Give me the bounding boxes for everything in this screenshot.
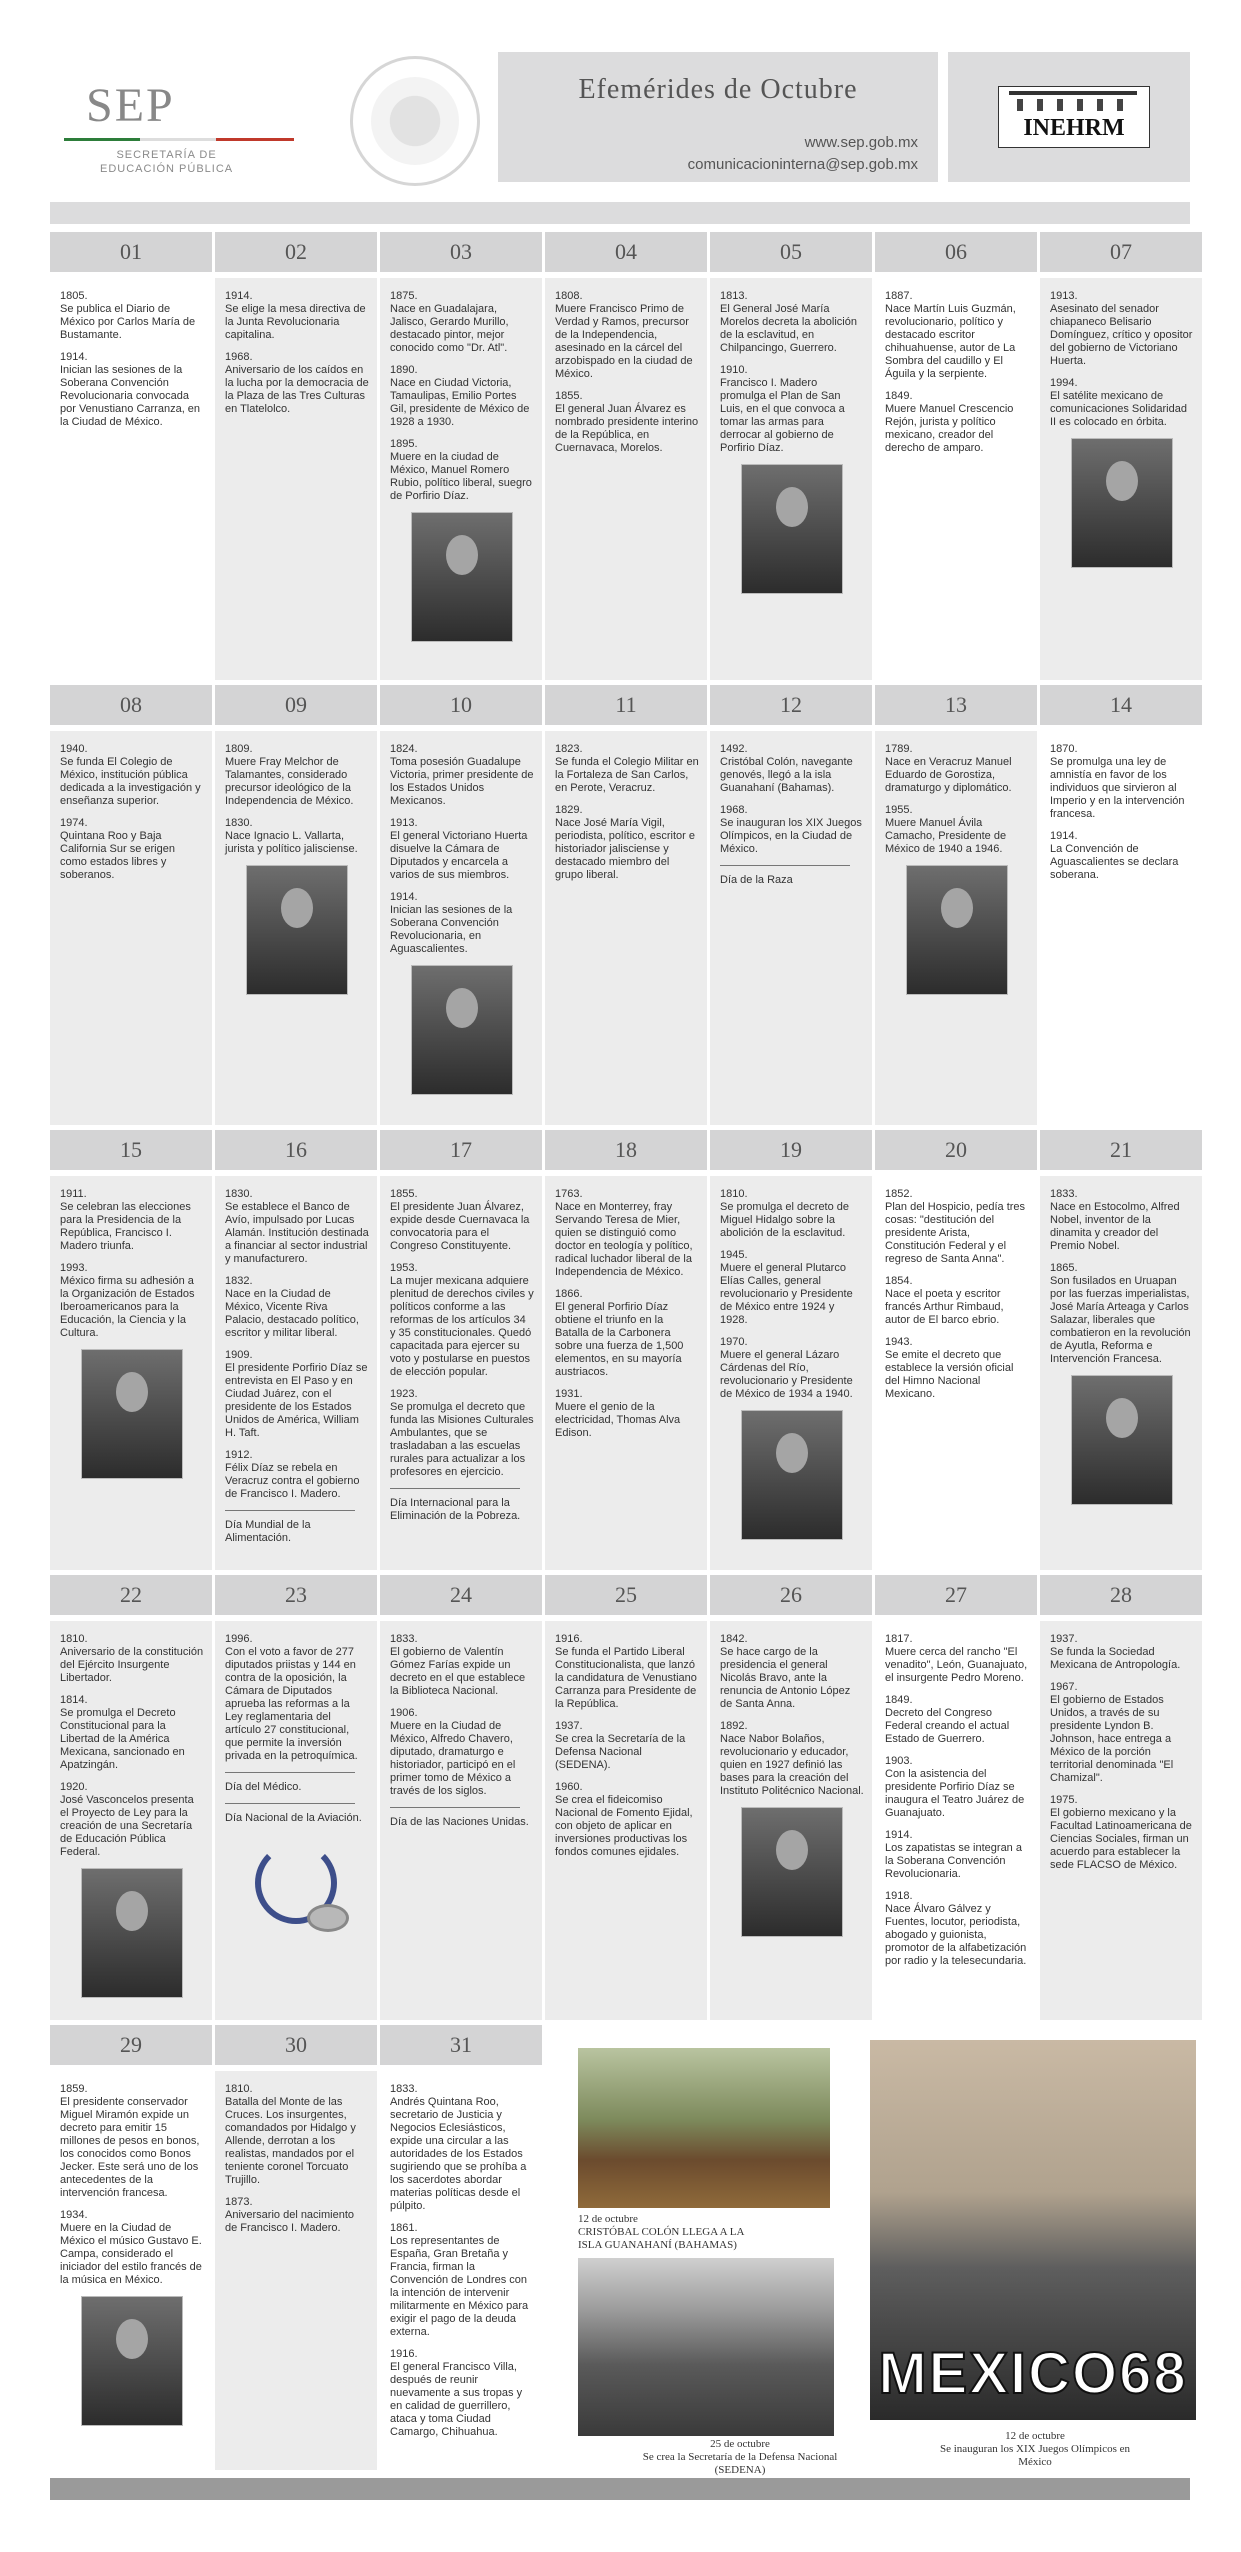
colon-painting-image: [578, 2048, 830, 2208]
day-entry: 1914. Inician las sesiones de la Soberana Convención Revolucionaria, en Aguascalientes.: [390, 891, 513, 955]
day-entry: 1916. El general Francisco Villa, después de reunir nuevamente a sus tropas y en calidad de guerrillero, ataca y toma Ciudad Camargo, Chihuahua.: [390, 2348, 523, 2438]
day-entry: 1968. Aniversario de los caídos en la lucha por la democracia de la Plaza de las Tres Culturas en Tlatelolco.: [225, 351, 369, 415]
day-entry: 1890. Nace en Ciudad Victoria, Tamaulipas, Emilio Portes Gil, presidente de México de 1928 a 1930.: [390, 364, 530, 428]
day-entry: 1937. Se funda la Sociedad Mexicana de Antropología.: [1050, 1633, 1181, 1671]
day-number: 19: [710, 1130, 872, 1170]
day-body: [710, 731, 872, 1125]
day-entry: 1945. Muere el general Plutarco Elías Calles, general revolucionario y Presidente de México entre 1924 y 1928.: [720, 1249, 853, 1326]
page-header: [50, 52, 1190, 192]
day-body: [380, 731, 542, 1125]
day-body: [1040, 278, 1202, 680]
day-body: [545, 278, 707, 680]
sedena-vehicles-image: [578, 2258, 834, 2436]
national-seal-icon: [350, 56, 480, 186]
day-cell-03: [380, 232, 542, 680]
day-entry: 1994. El satélite mexicano de comunicaciones Solidaridad II es colocado en órbita.: [1050, 377, 1187, 428]
day-entry: 1914. La Convención de Aguascalientes se declara soberana.: [1050, 830, 1179, 881]
sep-logo: [50, 52, 320, 192]
portrait-photo: [81, 1349, 183, 1479]
day-body: [215, 278, 377, 680]
day-entry: 1810. Aniversario de la constitución del Ejército Insurgente Libertador.: [60, 1633, 204, 1684]
website-link[interactable]: www.sep.gob.mx: [804, 134, 918, 151]
portrait-photo: [1071, 438, 1173, 568]
day-entry: 1809. Muere Fray Melchor de Talamantes, considerado precursor ideológico de la Independencia de México.: [225, 743, 354, 807]
day-number: 16: [215, 1130, 377, 1170]
note-divider: [720, 865, 850, 866]
day-number: 29: [50, 2025, 212, 2065]
day-entry: 1859. El presidente conservador Miguel Miramón expide un decreto para emitir 15 millones de pesos en bonos, los conocidos como Bonos Jecker. Este será uno de los antecedentes de la intervención francesa.: [60, 2083, 200, 2199]
note-divider: [390, 1488, 520, 1489]
day-cell-25: [545, 1575, 707, 2020]
day-cell-20: [875, 1130, 1037, 1570]
day-number: 09: [215, 685, 377, 725]
day-number: 13: [875, 685, 1037, 725]
email-link[interactable]: comunicacioninterna@sep.gob.mx: [687, 156, 918, 173]
day-cell-08: [50, 685, 212, 1125]
day-entry: 1916. Se funda el Partido Liberal Constitucionalista, que lanzó la candidatura de Venustiano Carranza para Presidente de la República.: [555, 1633, 697, 1710]
day-entry: 1873. Aniversario del nacimiento de Francisco I. Madero.: [225, 2196, 355, 2234]
day-cell-22: [50, 1575, 212, 2020]
day-cell-01: [50, 232, 212, 680]
portrait-photo: [81, 1868, 183, 1998]
day-body: [380, 2071, 542, 2470]
day-entry: 1910. Francisco I. Madero promulga el Plan de San Luis, en el que convoca a tomar las armas para derrocar al gobierno de Porfirio Díaz.: [720, 364, 845, 454]
day-cell-19: [710, 1130, 872, 1570]
day-number: 27: [875, 1575, 1037, 1615]
olympic-caption-text: Se inauguran los XIX Juegos Olímpicos en México: [939, 2443, 1131, 2468]
day-entry: 1814. Se promulga el Decreto Constitucional para la Libertad de la América Mexicana, sancionado en Apatzingán.: [60, 1694, 185, 1771]
day-body: [545, 1621, 707, 2020]
day-cell-10: [380, 685, 542, 1125]
day-number: 28: [1040, 1575, 1202, 1615]
day-cell-18: [545, 1130, 707, 1570]
day-entry: 1909. El presidente Porfirio Díaz se entrevista en El Paso y en Ciudad Juárez, con el presidente de los Estados Unidos de América, William H. Taft.: [225, 1349, 368, 1439]
day-entry: 1975. El gobierno mexicano y la Facultad Latinoamericana de Ciencias Sociales, firman un acuerdo para establecer la sede FLACSO de México.: [1050, 1794, 1192, 1871]
day-entry: 1914. Inician las sesiones de la Soberana Convención Revolucionaria convocada por Venustiano Carranza, en la Ciudad de México.: [60, 351, 201, 428]
inehrm-wordmark: INEHRM: [1023, 115, 1125, 141]
day-number: 03: [380, 232, 542, 272]
day-number: 10: [380, 685, 542, 725]
day-body: [215, 2071, 377, 2470]
day-entry: 1940. Se funda El Colegio de México, institución pública dedicada a la investigación y enseñanza superior.: [60, 743, 201, 807]
day-entry: 1866. El general Porfirio Díaz obtiene el triunfo en la Batalla de la Carbonera sobre una fuerza de 1,500 elementos, en su mayoría austriacos.: [555, 1288, 684, 1378]
sedena-caption-text: Se crea la Secretaría de la Defensa Nacional (SEDENA): [642, 2451, 838, 2476]
day-note: Día de la Raza: [720, 874, 793, 886]
olympic-caption: [930, 2430, 1140, 2469]
day-entry: 1865. Son fusilados en Uruapan por las fuerzas imperialistas, José María Arteaga y Carlos Salazar, liberales que combatieron en la revolución de Ayutla, Reforma e Intervención Francesa.: [1050, 1262, 1191, 1365]
day-entry: 1808. Muere Francisco Primo de Verdad y Ramos, precursor de la Independencia, asesinado en la cárcel del arzobispado en la ciudad de México.: [555, 290, 693, 380]
day-entry: 1833. Andrés Quintana Roo, secretario de Justicia y Negocios Eclesiásticos, expide una circular a las autoridades de los Estados sugiriendo que se prohíba a los sacerdotes abordar materias políticas desde el púlpito.: [390, 2083, 527, 2212]
day-entry: 1970. Muere el general Lázaro Cárdenas del Río, revolucionario y Presidente de México de 1934 a 1940.: [720, 1336, 853, 1400]
day-body: [545, 731, 707, 1125]
day-cell-15: [50, 1130, 212, 1570]
day-body: [710, 278, 872, 680]
day-entry: 1943. Se emite el decreto que establece la versión oficial del Himno Nacional Mexicano.: [885, 1336, 1014, 1400]
day-number: 08: [50, 685, 212, 725]
day-body: [215, 1176, 377, 1570]
portrait-photo: [411, 965, 513, 1095]
day-body: [1040, 1176, 1202, 1570]
day-cell-04: [545, 232, 707, 680]
day-entry: 1813. El General José María Morelos decreta la abolición de la esclavitud, en Chilpancingo, Guerrero.: [720, 290, 857, 354]
day-body: [875, 1621, 1037, 2020]
note-divider: [390, 1807, 520, 1808]
day-body: [215, 1621, 377, 2020]
day-cell-11: [545, 685, 707, 1125]
stethoscope-icon: [237, 1834, 357, 1944]
day-entry: 1854. Nace el poeta y escritor francés Arthur Rimbaud, autor de El barco ebrio.: [885, 1275, 1004, 1326]
day-entry: 1923. Se promulga el decreto que funda las Misiones Culturales Ambulantes, que se trasladaban a las escuelas rurales para actualizar a los profesores en ejercicio.: [390, 1388, 534, 1478]
day-note: Día Mundial de la Alimentación.: [225, 1519, 311, 1544]
inehrm-logo-panel: [948, 52, 1190, 182]
day-entry: 1918. Nace Álvaro Gálvez y Fuentes, locutor, periodista, abogado y guionista, promotor de la alfabetización por radio y la telesecundaria.: [885, 1890, 1027, 1967]
day-cell-05: [710, 232, 872, 680]
day-entry: 1810. Batalla del Monte de las Cruces. Los insurgentes, comandados por Hidalgo y Allende, derrotan a los realistas, mandados por el teniente coronel Torcuato Trujillo.: [225, 2083, 356, 2186]
bottom-divider-bar: [50, 2478, 1190, 2500]
day-cell-14: [1040, 685, 1202, 1125]
day-entry: 1849. Decreto del Congreso Federal creando el actual Estado de Guerrero.: [885, 1694, 1010, 1745]
portrait-photo: [741, 1410, 843, 1540]
day-entry: 1824. Toma posesión Guadalupe Victoria, primer presidente de los Estados Unidos Mexicanos.: [390, 743, 534, 807]
day-entry: 1492. Cristóbal Colón, navegante genovés, llegó a la isla Guanahaní (Bahamas).: [720, 743, 853, 794]
day-number: 07: [1040, 232, 1202, 272]
day-cell-29: [50, 2025, 212, 2470]
day-entry: 1870. Se promulga una ley de amnistía en favor de los individuos que sirvieron al Imperio y en la intervención francesa.: [1050, 743, 1185, 820]
day-entry: 1842. Se hace cargo de la presidencia el general Nicolás Bravo, ante la renuncia de Antonio López de Santa Anna.: [720, 1633, 851, 1710]
day-entry: 1967. El gobierno de Estados Unidos, a través de su presidente Lyndon B. Johnson, hace entrega a México de la porción territorial denominada "El Chamizal".: [1050, 1681, 1174, 1784]
day-entry: 1914. Se elige la mesa directiva de la Junta Revolucionaria capitalina.: [225, 290, 366, 341]
day-entry: 1920. José Vasconcelos presenta el Proyecto de Ley para la creación de una Secretaría de Educación Pública Federal.: [60, 1781, 194, 1858]
day-cell-23: [215, 1575, 377, 2020]
day-entry: 1833. Nace en Estocolmo, Alfred Nobel, inventor de la dinamita y creador del Premio Nobel.: [1050, 1188, 1180, 1252]
day-entry: 1914. Los zapatistas se integran a la Soberana Convención Revolucionaria.: [885, 1829, 1022, 1880]
day-number: 22: [50, 1575, 212, 1615]
day-entry: 1953. La mujer mexicana adquiere plenitud de derechos civiles y políticos conforme a las reformas de los artículos 34 y 35 constitucionales. Quedó capacitada para ejercer su voto y postularse en puestos de elección popular.: [390, 1262, 534, 1378]
day-entry: 1849. Muere Manuel Crescencio Rejón, jurista y político mexicano, creador del derecho de amparo.: [885, 390, 1014, 454]
day-entry: 1996. Con el voto a favor de 277 diputados priistas y 144 en contra de la oposición, la Cámara de Diputados aprueba las reformas a la Ley reglamentaria del artículo 27 constitucional, que permite la inversión privada en la petroquímica.: [225, 1633, 358, 1762]
day-number: 25: [545, 1575, 707, 1615]
day-body: [50, 731, 212, 1125]
day-body: [710, 1176, 872, 1570]
day-cell-12: [710, 685, 872, 1125]
day-entry: 1903. Con la asistencia del presidente Porfirio Díaz se inaugura el Teatro Juárez de Guanajuato.: [885, 1755, 1025, 1819]
sep-subtitle-line-1: SECRETARÍA DE: [116, 149, 217, 161]
olympic-caption-date: 12 de octubre: [1005, 2430, 1065, 2442]
day-cell-16: [215, 1130, 377, 1570]
day-entry: 1830. Nace Ignacio L. Vallarta, jurista y político jalisciense.: [225, 817, 358, 855]
day-body: [380, 278, 542, 680]
day-entry: 1817. Muere cerca del rancho "El venadito", León, Guanajuato, el insurgente Pedro Moreno.: [885, 1633, 1028, 1684]
day-body: [380, 1621, 542, 2020]
day-body: [875, 278, 1037, 680]
portrait-photo: [81, 2296, 183, 2426]
day-number: 02: [215, 232, 377, 272]
colon-caption-date: 12 de octubre: [578, 2213, 638, 2225]
day-number: 26: [710, 1575, 872, 1615]
sedena-caption-date: 25 de octubre: [710, 2438, 770, 2450]
day-number: 31: [380, 2025, 542, 2065]
day-body: [215, 731, 377, 1125]
day-entry: 1829. Nace José María Vigil, periodista, político, escritor e historiador jalisciense y destacado miembro del grupo liberal.: [555, 804, 696, 881]
sep-wordmark: SEP: [86, 79, 175, 132]
day-entry: 1810. Se promulga el decreto de Miguel Hidalgo sobre la abolición de la esclavitud.: [720, 1188, 850, 1239]
olympic-logo: MEXICO68: [878, 2341, 1188, 2406]
day-note: Día Internacional para la Eliminación de la Pobreza.: [390, 1497, 521, 1522]
colon-caption: [578, 2213, 768, 2252]
day-number: 12: [710, 685, 872, 725]
day-entry: 1960. Se crea el fideicomiso Nacional de Fomento Ejidal, con objeto de aplicar en inversiones productivas los fondos comunes ejidales.: [555, 1781, 693, 1858]
day-cell-31: [380, 2025, 542, 2470]
sep-subtitle-line-2: EDUCACIÓN PÚBLICA: [100, 163, 234, 175]
day-number: 15: [50, 1130, 212, 1170]
day-number: 17: [380, 1130, 542, 1170]
day-note: Día de las Naciones Unidas.: [390, 1816, 529, 1828]
day-cell-17: [380, 1130, 542, 1570]
day-entry: 1830. Se establece el Banco de Avío, impulsado por Lucas Alamán. Institución destinada a financiar al sector industrial y manufacturero.: [225, 1188, 369, 1265]
day-entry: 1763. Nace en Monterrey, fray Servando Teresa de Mier, quien se distinguió como doctor en teología y político, radical luchador liberal de la Independencia de México.: [555, 1188, 693, 1278]
day-entry: 1906. Muere en la Ciudad de México, Alfredo Chavero, diputado, dramaturgo e historiador, participó en el primer tomo de México a través de los siglos.: [390, 1707, 516, 1797]
note-divider: [225, 1803, 355, 1804]
day-body: [50, 1621, 212, 2020]
day-entry: 1912. Félix Díaz se rebela en Veracruz contra el gobierno de Francisco I. Madero.: [225, 1449, 360, 1500]
day-entry: 1892. Nace Nabor Bolaños, revolucionario y educador, quien en 1927 definió las bases para la creación del Instituto Politécnico Nacional.: [720, 1720, 864, 1797]
day-body: [1040, 731, 1202, 1125]
day-cell-26: [710, 1575, 872, 2020]
sep-tricolor-line: [64, 138, 294, 141]
day-body: [50, 1176, 212, 1570]
sedena-caption: [640, 2438, 840, 2477]
day-body: [875, 731, 1037, 1125]
portrait-photo: [741, 464, 843, 594]
day-cell-07: [1040, 232, 1202, 680]
day-entry: 1789. Nace en Veracruz Manuel Eduardo de Gorostiza, dramaturgo y diplomático.: [885, 743, 1012, 794]
day-body: [380, 1176, 542, 1570]
day-entry: 1855. El general Juan Álvarez es nombrado presidente interino de la República, en Cuernavaca, Morelos.: [555, 390, 699, 454]
day-body: [710, 1621, 872, 2020]
top-divider-bar: [50, 202, 1190, 224]
day-number: 11: [545, 685, 707, 725]
day-entry: 1931. Muere el genio de la electricidad, Thomas Alva Edison.: [555, 1388, 681, 1439]
day-cell-30: [215, 2025, 377, 2470]
note-divider: [225, 1772, 355, 1773]
day-body: [545, 1176, 707, 1570]
day-entry: 1913. Asesinato del senador chiapaneco Belisario Domínguez, crítico y opositor del gobierno de Victoriano Huerta.: [1050, 290, 1193, 367]
day-cell-28: [1040, 1575, 1202, 2020]
day-number: 04: [545, 232, 707, 272]
day-entry: 1895. Muere en la ciudad de México, Manuel Romero Rubio, político liberal, suegro de Porfirio Díaz.: [390, 438, 532, 502]
title-panel: [498, 52, 938, 182]
inehrm-logo: [998, 86, 1150, 148]
building-icon: [1009, 91, 1137, 115]
day-number: 24: [380, 1575, 542, 1615]
day-cell-21: [1040, 1130, 1202, 1570]
portrait-photo: [411, 512, 513, 642]
day-entry: 1833. El gobierno de Valentín Gómez Farías expide un decreto en el que establece la Biblioteca Nacional.: [390, 1633, 526, 1697]
day-entry: 1887. Nace Martín Luis Guzmán, revolucionario, político y destacado escritor chihuahuense, autor de La Sombra del caudillo y El Águila y la serpiente.: [885, 290, 1016, 380]
day-entry: 1955. Muere Manuel Ávila Camacho, Presidente de México de 1940 a 1946.: [885, 804, 1007, 855]
day-number: 06: [875, 232, 1037, 272]
day-entry: 1832. Nace en la Ciudad de México, Vicente Riva Palacio, destacado político, escritor y militar liberal.: [225, 1275, 359, 1339]
day-entry: 1911. Se celebran las elecciones para la Presidencia de la República, Francisco I. Madero triunfa.: [60, 1188, 191, 1252]
page-title: Efemérides de Octubre: [578, 74, 858, 105]
day-entry: 1937. Se crea la Secretaría de la Defensa Nacional (SEDENA).: [555, 1720, 686, 1771]
olympic-image: [870, 2040, 1196, 2420]
day-entry: 1861. Los representantes de España, Gran Bretaña y Francia, firman la Convención de Londres con la intención de intervenir militarmente en México para exigir el pago de la deuda externa.: [390, 2222, 529, 2338]
portrait-photo: [1071, 1375, 1173, 1505]
day-cell-02: [215, 232, 377, 680]
day-body: [50, 2071, 212, 2470]
day-note: Día del Médico.: [225, 1781, 302, 1793]
day-number: 30: [215, 2025, 377, 2065]
day-number: 01: [50, 232, 212, 272]
day-entry: 1974. Quintana Roo y Baja California Sur se erigen como estados libres y soberanos.: [60, 817, 175, 881]
portrait-photo: [741, 1807, 843, 1937]
day-number: 20: [875, 1130, 1037, 1170]
day-number: 14: [1040, 685, 1202, 725]
day-entry: 1855. El presidente Juan Álvarez, expide desde Cuernavaca la convocatoria para el Congreso Constituyente.: [390, 1188, 530, 1252]
colon-caption-text: CRISTÓBAL COLÓN LLEGA A LA ISLA GUANAHANÍ (BAHAMAS): [578, 2226, 744, 2251]
day-entry: 1852. Plan del Hospicio, pedía tres cosas: "destitución del presidente Arista, Constitución Federal y el regreso de Santa Anna".: [885, 1188, 1026, 1265]
day-entry: 1805. Se publica el Diario de México por Carlos María de Bustamante.: [60, 290, 196, 341]
portrait-photo: [246, 865, 348, 995]
day-entry: 1823. Se funda el Colegio Militar en la Fortaleza de San Carlos, en Perote, Veracruz.: [555, 743, 699, 794]
note-divider: [225, 1510, 355, 1511]
day-cell-13: [875, 685, 1037, 1125]
day-body: [1040, 1621, 1202, 2020]
day-entry: 1968. Se inauguran los XIX Juegos Olímpicos, en la Ciudad de México.: [720, 804, 862, 855]
day-entry: 1913. El general Victoriano Huerta disuelve la Cámara de Diputados y encarcela a varios de sus miembros.: [390, 817, 528, 881]
day-entry: 1993. México firma su adhesión a la Organización de Estados Iberoamericanos para la Educación, la Ciencia y la Cultura.: [60, 1262, 195, 1339]
day-cell-09: [215, 685, 377, 1125]
day-entry: 1875. Nace en Guadalajara, Jalisco, Gerardo Murillo, destacado pintor, mejor conocido como "Dr. Atl".: [390, 290, 509, 354]
day-number: 18: [545, 1130, 707, 1170]
portrait-photo: [906, 865, 1008, 995]
day-body: [875, 1176, 1037, 1570]
day-cell-24: [380, 1575, 542, 2020]
day-body: [50, 278, 212, 680]
day-entry: 1934. Muere en la Ciudad de México el músico Gustavo E. Campa, considerado el iniciador del estilo francés de la música en México.: [60, 2209, 202, 2286]
day-cell-27: [875, 1575, 1037, 2020]
day-cell-06: [875, 232, 1037, 680]
day-note: Día Nacional de la Aviación.: [225, 1812, 362, 1824]
day-number: 23: [215, 1575, 377, 1615]
day-number: 21: [1040, 1130, 1202, 1170]
sep-subtitle: [100, 148, 233, 176]
day-number: 05: [710, 232, 872, 272]
